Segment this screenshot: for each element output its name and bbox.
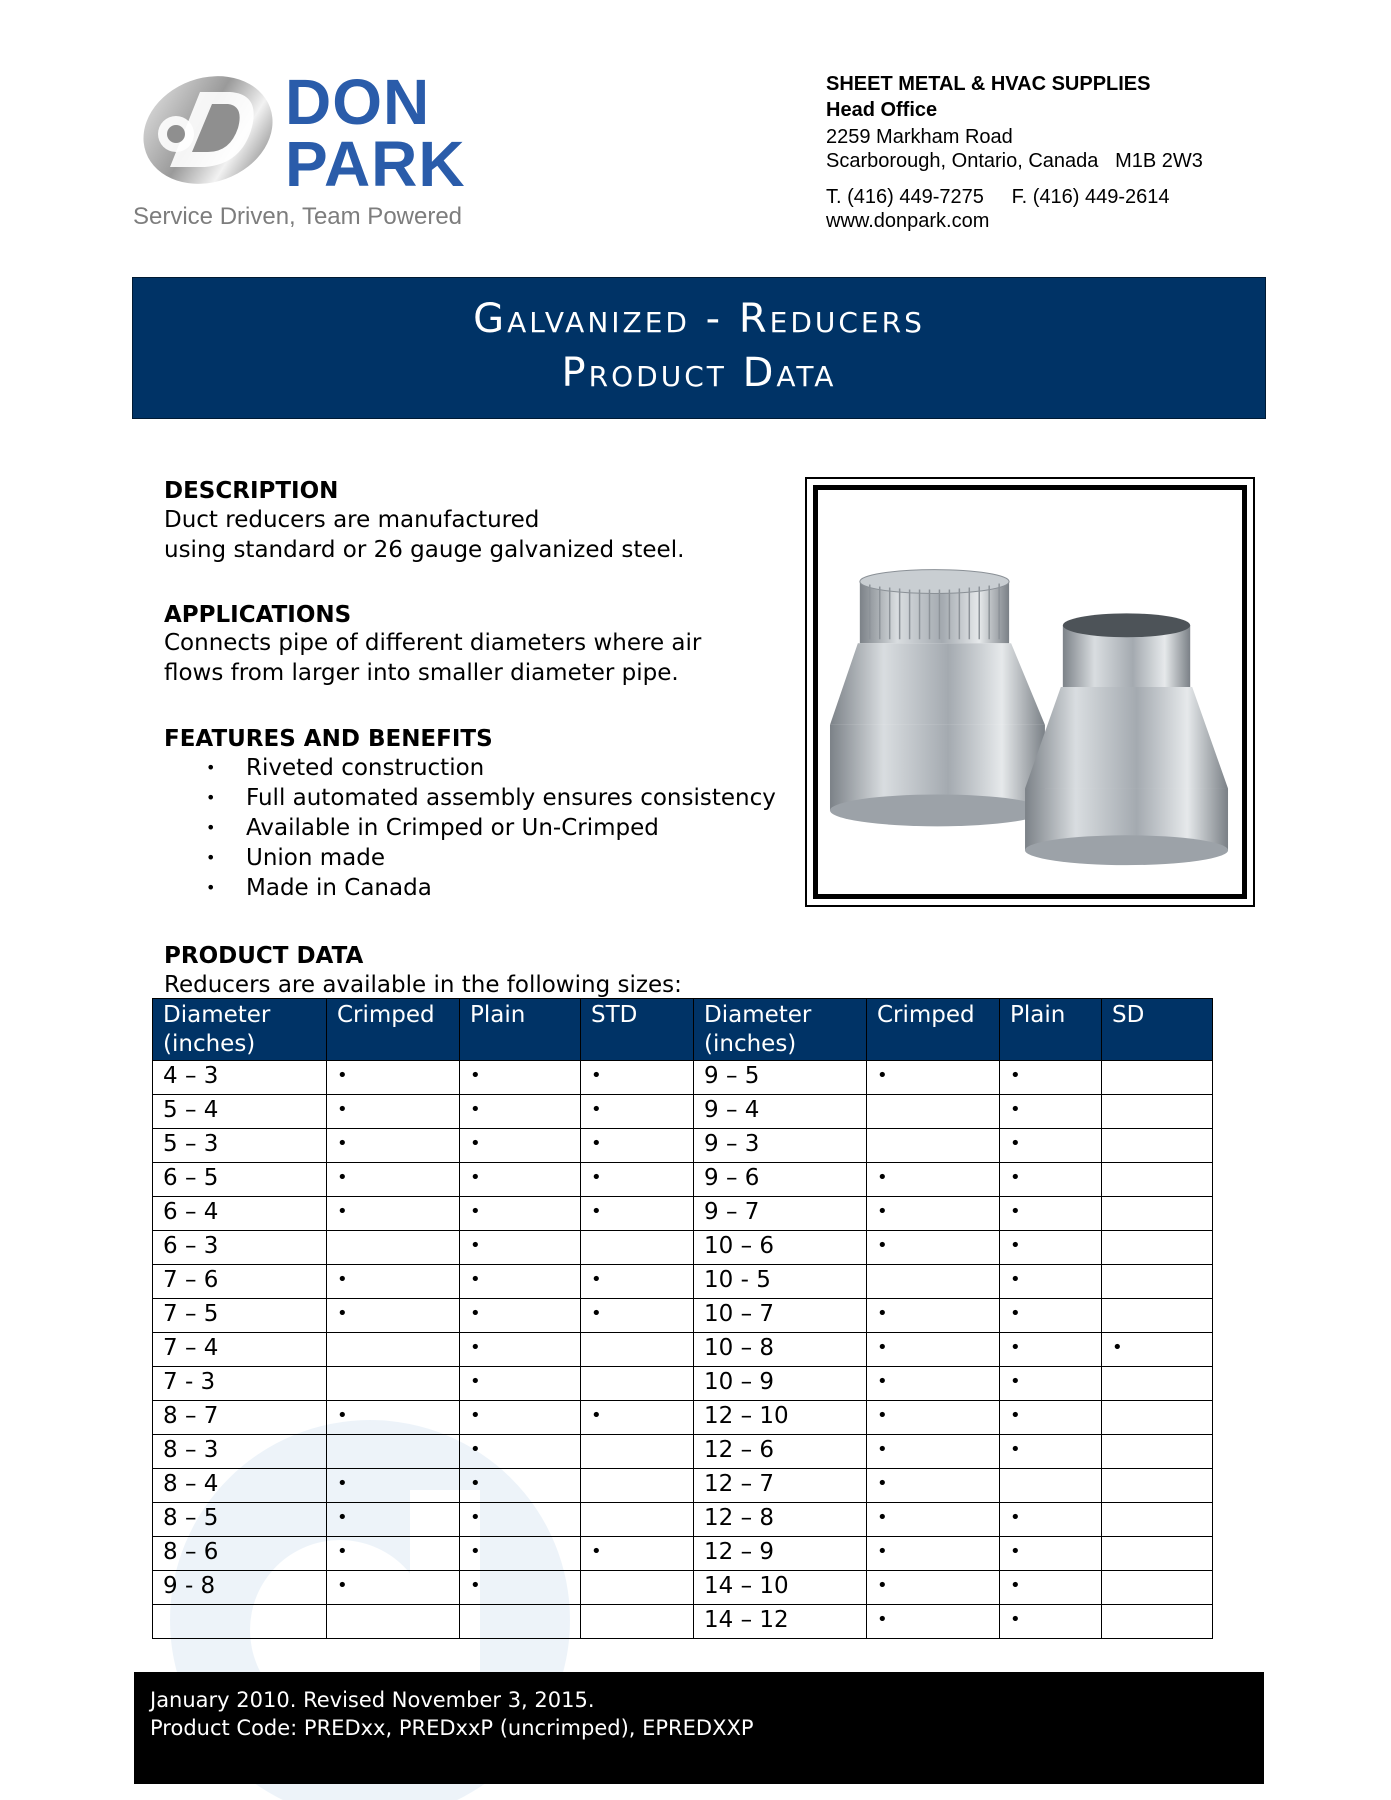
- availability-cell: •: [327, 1265, 460, 1299]
- size-cell: 8 – 5: [153, 1503, 327, 1537]
- availability-cell: •: [1000, 1129, 1102, 1163]
- donpark-logo-icon: [130, 72, 280, 190]
- availability-cell: [581, 1605, 694, 1639]
- availability-cell: [1102, 1435, 1213, 1469]
- availability-cell: [581, 1571, 694, 1605]
- availability-cell: [581, 1333, 694, 1367]
- size-cell: 9 - 8: [153, 1571, 327, 1605]
- title-banner: [132, 277, 1266, 419]
- availability-cell: •: [1102, 1333, 1213, 1367]
- availability-cell: [581, 1435, 694, 1469]
- size-cell: 10 – 7: [694, 1299, 867, 1333]
- availability-cell: [1102, 1129, 1213, 1163]
- availability-cell: [1102, 1469, 1213, 1503]
- logo-tagline: Service Driven, Team Powered: [133, 203, 463, 230]
- description-heading: DESCRIPTION: [164, 478, 339, 504]
- reducer-photo-icon: [818, 490, 1242, 894]
- availability-cell: •: [327, 1537, 460, 1571]
- availability-cell: •: [581, 1197, 694, 1231]
- availability-cell: •: [1000, 1571, 1102, 1605]
- logo-wordmark-park: PARK: [285, 128, 466, 200]
- feature-item: • Made in Canada: [206, 875, 432, 901]
- table-row: [153, 1605, 1213, 1639]
- logo-wordmark-don: DON: [285, 66, 431, 138]
- availability-cell: •: [327, 1163, 460, 1197]
- availability-cell: [1102, 1163, 1213, 1197]
- availability-cell: [867, 1265, 1000, 1299]
- availability-cell: •: [1000, 1503, 1102, 1537]
- availability-cell: •: [327, 1197, 460, 1231]
- availability-cell: •: [327, 1061, 460, 1095]
- col-header-sd: SD: [1102, 999, 1213, 1061]
- feature-item: • Full automated assembly ensures consistency: [206, 785, 776, 811]
- table-row: [153, 1231, 1213, 1265]
- availability-cell: •: [460, 1163, 581, 1197]
- col-header-crimped: Crimped: [327, 999, 460, 1061]
- sizes-table: [152, 998, 1213, 1639]
- availability-cell: [1102, 1231, 1213, 1265]
- size-cell: 9 – 6: [694, 1163, 867, 1197]
- availability-cell: •: [1000, 1333, 1102, 1367]
- size-cell: 6 – 5: [153, 1163, 327, 1197]
- availability-cell: •: [1000, 1537, 1102, 1571]
- availability-cell: •: [460, 1469, 581, 1503]
- description-line-2: using standard or 26 gauge galvanized steel.: [164, 537, 685, 563]
- availability-cell: •: [1000, 1095, 1102, 1129]
- availability-cell: •: [867, 1061, 1000, 1095]
- size-cell: 10 – 9: [694, 1367, 867, 1401]
- availability-cell: [327, 1367, 460, 1401]
- size-cell: 12 – 6: [694, 1435, 867, 1469]
- size-cell: 10 – 6: [694, 1231, 867, 1265]
- size-cell: 10 - 5: [694, 1265, 867, 1299]
- features-heading: FEATURES AND BENEFITS: [164, 726, 493, 752]
- size-cell: 8 – 6: [153, 1537, 327, 1571]
- size-cell: 6 – 3: [153, 1231, 327, 1265]
- availability-cell: •: [581, 1299, 694, 1333]
- size-cell: 7 – 5: [153, 1299, 327, 1333]
- table-row: [153, 1333, 1213, 1367]
- availability-cell: [327, 1435, 460, 1469]
- availability-cell: [1102, 1401, 1213, 1435]
- size-cell: 9 – 5: [694, 1061, 867, 1095]
- phone-fax: T. (416) 449-7275 F. (416) 449-2614: [826, 186, 1170, 208]
- availability-cell: [1102, 1299, 1213, 1333]
- availability-cell: •: [1000, 1605, 1102, 1639]
- size-cell: 10 – 8: [694, 1333, 867, 1367]
- product-data-intro: Reducers are available in the following sizes:: [164, 972, 682, 998]
- availability-cell: [581, 1367, 694, 1401]
- address-line-1: 2259 Markham Road: [826, 126, 1013, 148]
- availability-cell: •: [1000, 1163, 1102, 1197]
- availability-cell: •: [327, 1571, 460, 1605]
- table-row: [153, 1401, 1213, 1435]
- table-row: [153, 1197, 1213, 1231]
- bullet-icon: •: [206, 758, 216, 777]
- size-cell: 7 – 6: [153, 1265, 327, 1299]
- availability-cell: •: [581, 1537, 694, 1571]
- size-cell: 6 – 4: [153, 1197, 327, 1231]
- availability-cell: •: [867, 1367, 1000, 1401]
- availability-cell: •: [327, 1095, 460, 1129]
- availability-cell: •: [460, 1265, 581, 1299]
- availability-cell: •: [581, 1401, 694, 1435]
- table-row: [153, 1537, 1213, 1571]
- table-row: [153, 1299, 1213, 1333]
- table-row: [153, 1265, 1213, 1299]
- table-row: [153, 1469, 1213, 1503]
- availability-cell: [867, 1129, 1000, 1163]
- footer-bar: [134, 1672, 1264, 1784]
- address-line-2: Scarborough, Ontario, Canada M1B 2W3: [826, 150, 1203, 172]
- availability-cell: •: [867, 1503, 1000, 1537]
- availability-cell: •: [460, 1435, 581, 1469]
- size-cell: 7 - 3: [153, 1367, 327, 1401]
- availability-cell: •: [867, 1333, 1000, 1367]
- website-link[interactable]: www.donpark.com: [826, 210, 990, 232]
- head-office-label: Head Office: [826, 99, 938, 121]
- table-row: [153, 1571, 1213, 1605]
- size-cell: 9 – 4: [694, 1095, 867, 1129]
- product-data-heading: PRODUCT DATA: [164, 943, 364, 969]
- availability-cell: [1102, 1061, 1213, 1095]
- availability-cell: •: [460, 1401, 581, 1435]
- availability-cell: •: [1000, 1061, 1102, 1095]
- availability-cell: •: [581, 1061, 694, 1095]
- col-header-std: STD: [581, 999, 694, 1061]
- table-row: [153, 1129, 1213, 1163]
- availability-cell: •: [867, 1197, 1000, 1231]
- size-cell: 12 – 9: [694, 1537, 867, 1571]
- table-header-row: [153, 999, 1213, 1061]
- availability-cell: •: [460, 1231, 581, 1265]
- availability-cell: •: [460, 1571, 581, 1605]
- availability-cell: [581, 1503, 694, 1537]
- availability-cell: •: [867, 1231, 1000, 1265]
- availability-cell: •: [327, 1299, 460, 1333]
- size-cell: 5 – 3: [153, 1129, 327, 1163]
- applications-line-1: Connects pipe of different diameters where air: [164, 630, 702, 656]
- availability-cell: [581, 1231, 694, 1265]
- availability-cell: •: [581, 1129, 694, 1163]
- size-cell: 9 – 3: [694, 1129, 867, 1163]
- availability-cell: [1102, 1571, 1213, 1605]
- availability-cell: •: [867, 1537, 1000, 1571]
- bullet-icon: •: [206, 878, 216, 897]
- bullet-icon: •: [206, 788, 216, 807]
- table-row: [153, 1095, 1213, 1129]
- footer-product-code: Product Code: PREDxx, PREDxxP (uncrimped), EPREDXXP: [150, 1716, 754, 1740]
- availability-cell: •: [460, 1061, 581, 1095]
- availability-cell: •: [460, 1367, 581, 1401]
- size-cell: 8 – 3: [153, 1435, 327, 1469]
- col-header-plain-2: Plain: [1000, 999, 1102, 1061]
- product-photo: [805, 477, 1255, 907]
- availability-cell: •: [867, 1605, 1000, 1639]
- size-cell: 8 – 7: [153, 1401, 327, 1435]
- availability-cell: •: [867, 1163, 1000, 1197]
- size-cell: 4 – 3: [153, 1061, 327, 1095]
- availability-cell: [1102, 1367, 1213, 1401]
- availability-cell: •: [460, 1333, 581, 1367]
- size-cell: 12 – 8: [694, 1503, 867, 1537]
- availability-cell: [1102, 1197, 1213, 1231]
- availability-cell: •: [867, 1571, 1000, 1605]
- availability-cell: •: [1000, 1367, 1102, 1401]
- availability-cell: •: [327, 1401, 460, 1435]
- size-cell: 5 – 4: [153, 1095, 327, 1129]
- availability-cell: •: [1000, 1435, 1102, 1469]
- availability-cell: [327, 1333, 460, 1367]
- size-cell: 9 – 7: [694, 1197, 867, 1231]
- availability-cell: •: [867, 1401, 1000, 1435]
- col-header-plain: Plain: [460, 999, 581, 1061]
- table-row: [153, 1367, 1213, 1401]
- availability-cell: •: [867, 1299, 1000, 1333]
- size-cell: 7 – 4: [153, 1333, 327, 1367]
- size-cell: [153, 1605, 327, 1639]
- availability-cell: [1000, 1469, 1102, 1503]
- availability-cell: •: [460, 1197, 581, 1231]
- availability-cell: •: [1000, 1265, 1102, 1299]
- availability-cell: [1102, 1265, 1213, 1299]
- bullet-icon: •: [206, 848, 216, 867]
- availability-cell: •: [1000, 1299, 1102, 1333]
- availability-cell: •: [1000, 1197, 1102, 1231]
- availability-cell: [1102, 1095, 1213, 1129]
- availability-cell: [460, 1605, 581, 1639]
- availability-cell: •: [867, 1435, 1000, 1469]
- availability-cell: •: [460, 1503, 581, 1537]
- availability-cell: •: [581, 1265, 694, 1299]
- table-row: [153, 1435, 1213, 1469]
- availability-cell: [1102, 1605, 1213, 1639]
- feature-item: • Available in Crimped or Un-Crimped: [206, 815, 659, 841]
- size-cell: 14 – 10: [694, 1571, 867, 1605]
- features-list: [164, 753, 776, 903]
- size-cell: 12 – 10: [694, 1401, 867, 1435]
- availability-cell: •: [327, 1469, 460, 1503]
- availability-cell: [1102, 1537, 1213, 1571]
- footer-revision: January 2010. Revised November 3, 2015.: [150, 1688, 595, 1712]
- table-row: [153, 1503, 1213, 1537]
- availability-cell: •: [460, 1299, 581, 1333]
- availability-cell: •: [867, 1469, 1000, 1503]
- col-header-crimped-2: Crimped: [867, 999, 1000, 1061]
- table-body: [153, 1061, 1213, 1639]
- availability-cell: [327, 1605, 460, 1639]
- availability-cell: •: [460, 1095, 581, 1129]
- feature-item: • Union made: [206, 845, 386, 871]
- size-cell: 14 – 12: [694, 1605, 867, 1639]
- size-cell: 12 – 7: [694, 1469, 867, 1503]
- availability-cell: [581, 1469, 694, 1503]
- availability-cell: [327, 1231, 460, 1265]
- table-row: [153, 1061, 1213, 1095]
- description-line-1: Duct reducers are manufactured: [164, 507, 540, 533]
- applications-line-2: flows from larger into smaller diameter pipe.: [164, 660, 679, 686]
- availability-cell: •: [460, 1129, 581, 1163]
- availability-cell: •: [460, 1537, 581, 1571]
- availability-cell: [1102, 1503, 1213, 1537]
- table-row: [153, 1163, 1213, 1197]
- availability-cell: [867, 1095, 1000, 1129]
- availability-cell: •: [1000, 1401, 1102, 1435]
- availability-cell: •: [581, 1163, 694, 1197]
- availability-cell: •: [327, 1129, 460, 1163]
- col-header-diameter: Diameter (inches): [153, 999, 327, 1061]
- col-header-diameter-2: Diameter (inches): [694, 999, 867, 1061]
- size-cell: 8 – 4: [153, 1469, 327, 1503]
- applications-heading: APPLICATIONS: [164, 602, 352, 628]
- availability-cell: •: [1000, 1231, 1102, 1265]
- title-line-2: Product Data: [561, 350, 837, 396]
- availability-cell: •: [327, 1503, 460, 1537]
- company-type: SHEET METAL & HVAC SUPPLIES: [826, 73, 1151, 95]
- availability-cell: •: [581, 1095, 694, 1129]
- bullet-icon: •: [206, 818, 216, 837]
- feature-item: • Riveted construction: [206, 755, 485, 781]
- title-line-1: Galvanized - Reducers: [473, 296, 925, 342]
